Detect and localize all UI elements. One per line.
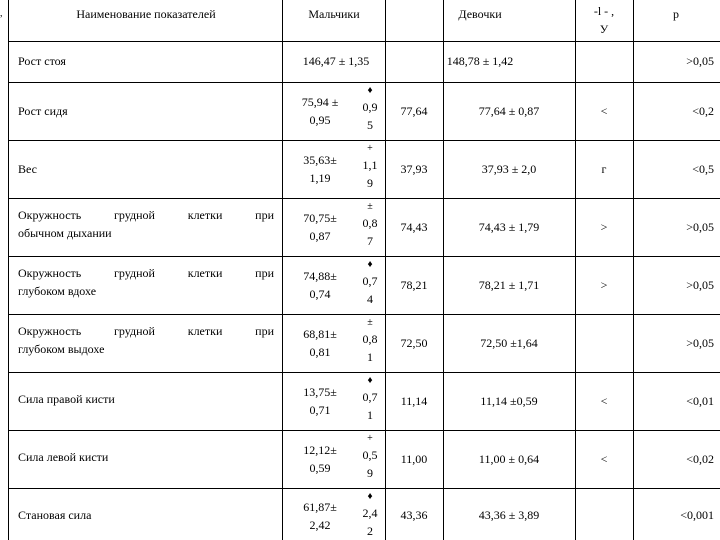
diff-line1: 0,8 <box>362 332 378 346</box>
row-name <box>18 264 274 300</box>
name-word: клетки <box>187 324 223 338</box>
diff-column <box>356 374 384 424</box>
diff-symbol: + <box>367 143 373 154</box>
row-name: Рост сидя <box>18 104 68 118</box>
diff-symbol: ♦ <box>367 491 373 502</box>
girls-value: 11,00 ± 0,64 <box>478 452 540 466</box>
diff-symbol: ♦ <box>367 259 373 270</box>
girls-value: 11,14 ±0,59 <box>480 394 538 408</box>
row-divider <box>8 488 720 489</box>
boys-value <box>284 209 356 245</box>
diff-line1: 0,5 <box>362 448 378 462</box>
diff-column <box>356 200 384 250</box>
name-word: Окружность <box>18 324 82 338</box>
p-value: <0,02 <box>686 452 714 466</box>
col-divider <box>633 0 634 540</box>
girls-mean: 74,43 <box>400 220 428 234</box>
header-name: Наименование показателей <box>76 7 216 21</box>
diff-symbol: + <box>367 433 373 444</box>
boys-error: 0,87 <box>309 229 331 243</box>
boys-error: 1,19 <box>309 171 331 185</box>
diff-column <box>356 258 384 308</box>
row-divider <box>8 82 720 83</box>
name-word: клетки <box>187 266 223 280</box>
girls-value: 148,78 ± 1,42 <box>446 54 514 68</box>
girls-mean: 37,93 <box>400 162 428 176</box>
t-value: < <box>600 452 608 466</box>
t-value: г <box>601 162 607 176</box>
boys-value <box>284 325 356 361</box>
name-word: клетки <box>187 208 223 222</box>
diff-symbol: ♦ <box>367 85 373 96</box>
name-line2: глубоком выдохе <box>18 342 105 356</box>
row-divider <box>8 198 720 199</box>
boys-mean: 74,88± <box>303 269 337 283</box>
name-word: Окружность <box>18 208 82 222</box>
row-divider <box>8 256 720 257</box>
diff-symbol: ± <box>367 201 373 212</box>
boys-error: 2,42 <box>309 518 331 532</box>
diff-line2: 4 <box>367 292 373 306</box>
p-value: <0,001 <box>680 508 714 522</box>
col-divider <box>282 0 283 540</box>
girls-mean: 43,36 <box>400 508 428 522</box>
boys-mean: 70,75± <box>303 211 337 225</box>
girls-value: 72,50 ±1,64 <box>480 336 538 350</box>
p-value: >0,05 <box>686 336 714 350</box>
girls-value: 74,43 ± 1,79 <box>478 220 540 234</box>
boys-value <box>284 441 356 477</box>
header-p: р <box>673 7 679 21</box>
t-value: > <box>600 278 608 292</box>
diff-line2: 7 <box>367 234 373 248</box>
header-boys: Мальчики <box>308 7 360 21</box>
boys-error: 0,95 <box>309 113 331 127</box>
name-line2: обычном дыхании <box>18 226 112 240</box>
header-girls: Девочки <box>458 7 502 21</box>
name-word: грудной <box>114 208 155 222</box>
row-divider <box>8 140 720 141</box>
boys-error: 0,74 <box>309 287 331 301</box>
boys-value <box>284 383 356 419</box>
boys-value <box>284 498 356 534</box>
row-divider <box>8 314 720 315</box>
name-word: при <box>255 324 274 338</box>
boys-value <box>284 93 356 129</box>
diff-line2: 5 <box>367 118 373 132</box>
boys-value: 146,47 ± 1,35 <box>302 54 370 68</box>
name-line2: глубоком вдохе <box>18 284 97 298</box>
girls-mean: 11,14 <box>400 394 428 408</box>
girls-mean: 77,64 <box>400 104 428 118</box>
boys-mean: 35,63± <box>303 153 337 167</box>
girls-value: 37,93 ± 2,0 <box>481 162 537 176</box>
header-t <box>577 2 631 38</box>
diff-line1: 2,4 <box>362 506 378 520</box>
girls-mean: 78,21 <box>400 278 428 292</box>
boys-value <box>284 267 356 303</box>
row-name: Становая сила <box>18 508 92 522</box>
boys-mean: 75,94 ± <box>301 95 339 109</box>
boys-mean: 68,81± <box>303 327 337 341</box>
p-value: >0,05 <box>686 278 714 292</box>
name-word: грудной <box>114 324 155 338</box>
name-word: при <box>255 266 274 280</box>
p-value: >0,05 <box>686 54 714 68</box>
row-name: Сила правой кисти <box>18 392 115 406</box>
p-value: <0,2 <box>692 104 714 118</box>
diff-line2: 2 <box>367 524 373 538</box>
diff-line2: 9 <box>367 466 373 480</box>
diff-line2: 1 <box>367 350 373 364</box>
p-value: <0,5 <box>692 162 714 176</box>
row-name: Вес <box>18 162 37 176</box>
diff-symbol: ♦ <box>367 375 373 386</box>
name-word: при <box>255 208 274 222</box>
girls-value: 43,36 ± 3,89 <box>478 508 540 522</box>
boys-error: 0,71 <box>309 403 331 417</box>
name-word: Окружность <box>18 266 82 280</box>
t-value: < <box>600 394 608 408</box>
girls-value: 78,21 ± 1,71 <box>478 278 540 292</box>
row-name: Сила левой кисти <box>18 450 109 464</box>
row-divider <box>8 372 720 373</box>
row-name <box>18 322 274 358</box>
girls-mean: 72,50 <box>400 336 428 350</box>
p-value: <0,01 <box>686 394 714 408</box>
header-t-top: -l - , <box>593 4 615 18</box>
header-t-bottom: У <box>599 22 609 36</box>
row-divider <box>8 430 720 431</box>
t-value: < <box>600 104 608 118</box>
row-name <box>18 206 274 242</box>
row-name: Рост стоя <box>18 54 66 68</box>
boys-mean: 61,87± <box>303 500 337 514</box>
col-divider <box>8 0 9 540</box>
diff-column <box>356 142 384 192</box>
diff-line2: 9 <box>367 176 373 190</box>
diff-column <box>356 490 384 540</box>
boys-mean: 13,75± <box>303 385 337 399</box>
row-divider <box>8 41 720 42</box>
boys-error: 0,81 <box>309 345 331 359</box>
boys-error: 0,59 <box>309 461 331 475</box>
t-value: > <box>600 220 608 234</box>
diff-column <box>356 84 384 134</box>
diff-column <box>356 432 384 482</box>
diff-line1: 0,7 <box>362 390 378 404</box>
boys-value <box>284 151 356 187</box>
diff-line1: 0,8 <box>362 216 378 230</box>
diff-line1: 1,1 <box>362 158 378 172</box>
p-value: >0,05 <box>686 220 714 234</box>
diff-line1: 0,7 <box>362 274 378 288</box>
boys-mean: 12,12± <box>303 443 337 457</box>
diff-line2: 1 <box>367 408 373 422</box>
diff-symbol: ± <box>367 317 373 328</box>
left-mark: , <box>0 8 3 19</box>
diff-line1: 0,9 <box>362 100 378 114</box>
name-word: грудной <box>114 266 155 280</box>
girls-mean: 11,00 <box>400 452 428 466</box>
diff-column <box>356 316 384 366</box>
girls-value: 77,64 ± 0,87 <box>478 104 540 118</box>
